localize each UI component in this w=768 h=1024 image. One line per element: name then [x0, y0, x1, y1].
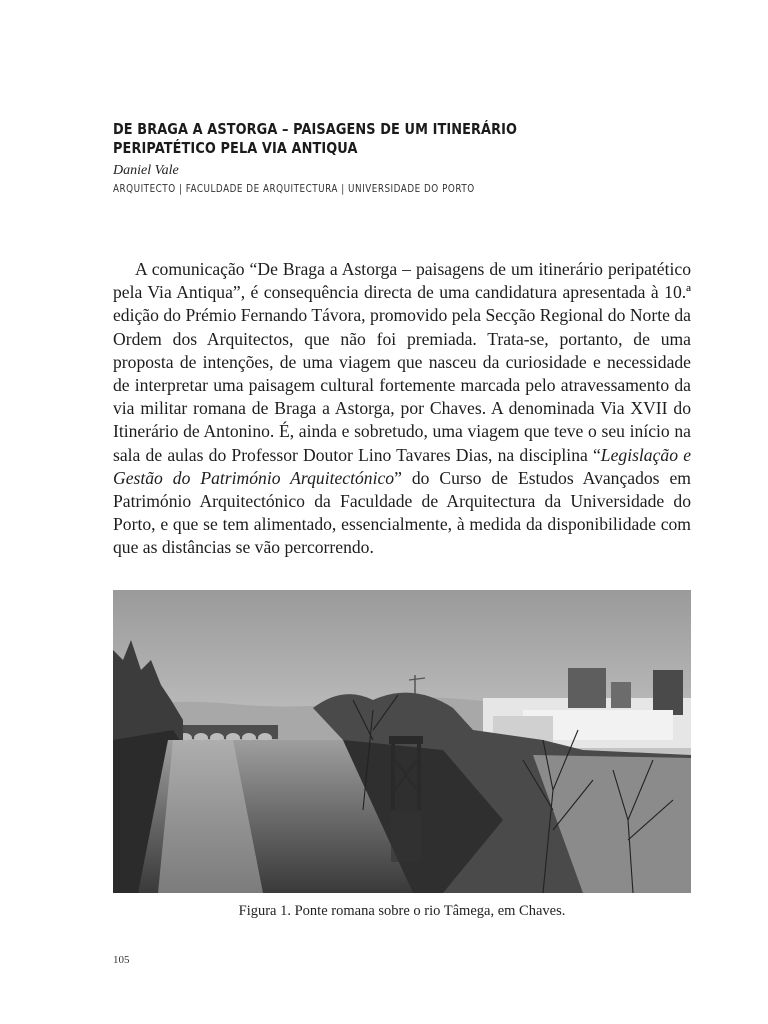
body-text-part-1: A comunicação “De Braga a Astorga – paisagens de um itinerário peripatético pela Via Antiqua”, é consequência directa de uma candidatura apresentada à 10.ª edição do Prémio Fernando Távora, promovido pela Secção Regional do Norte da Ordem dos Arquitectos, que não foi premiada. Trata-se, portanto, de uma proposta de intenções, de uma viagem que nasceu da curiosidade e necessidade de interpretar uma paisagem cultural fortemente marcada pelo atravessamento da via militar romana de Braga a Astorga, por Chaves. A denominada Via XVII do Itinerário de Antonino. É, ainda e sobretudo, uma viagem que teve o seu início na sala de aulas do Professor Doutor Lino Tavares Dias, na disciplina “: [113, 259, 691, 465]
author-affiliation: ARQUITECTO | FACULDADE DE ARQUITECTURA | UNIVERSIDADE DO PORTO: [113, 183, 475, 195]
figure-photo: [113, 590, 691, 893]
body-paragraph: [113, 258, 691, 560]
figure-caption: Figura 1. Ponte romana sobre o rio Tâmega, em Chaves.: [238, 903, 566, 919]
page-number: 105: [113, 954, 130, 966]
article-title-line-1: DE BRAGA A ASTORGA – PAISAGENS DE UM ITINERÁRIO: [113, 120, 518, 138]
course-name-italic: Legislação e Gestão do Património Arquitectónico: [113, 444, 691, 488]
article-title-line-2: PERIPATÉTICO PELA VIA ANTIQUA: [113, 139, 358, 157]
body-text-part-2: ” do Curso de Estudos Avançados em Património Arquitectónico da Faculdade de Arquitectura da Universidade do Porto, e que se tem alimentado, essencialmente, à medida da disponibilidade com que as distâncias se vão percorrendo.: [113, 467, 691, 558]
article-title: [113, 120, 595, 158]
author-name: Daniel Vale: [113, 163, 179, 178]
river-bridge-photo: [113, 590, 691, 893]
